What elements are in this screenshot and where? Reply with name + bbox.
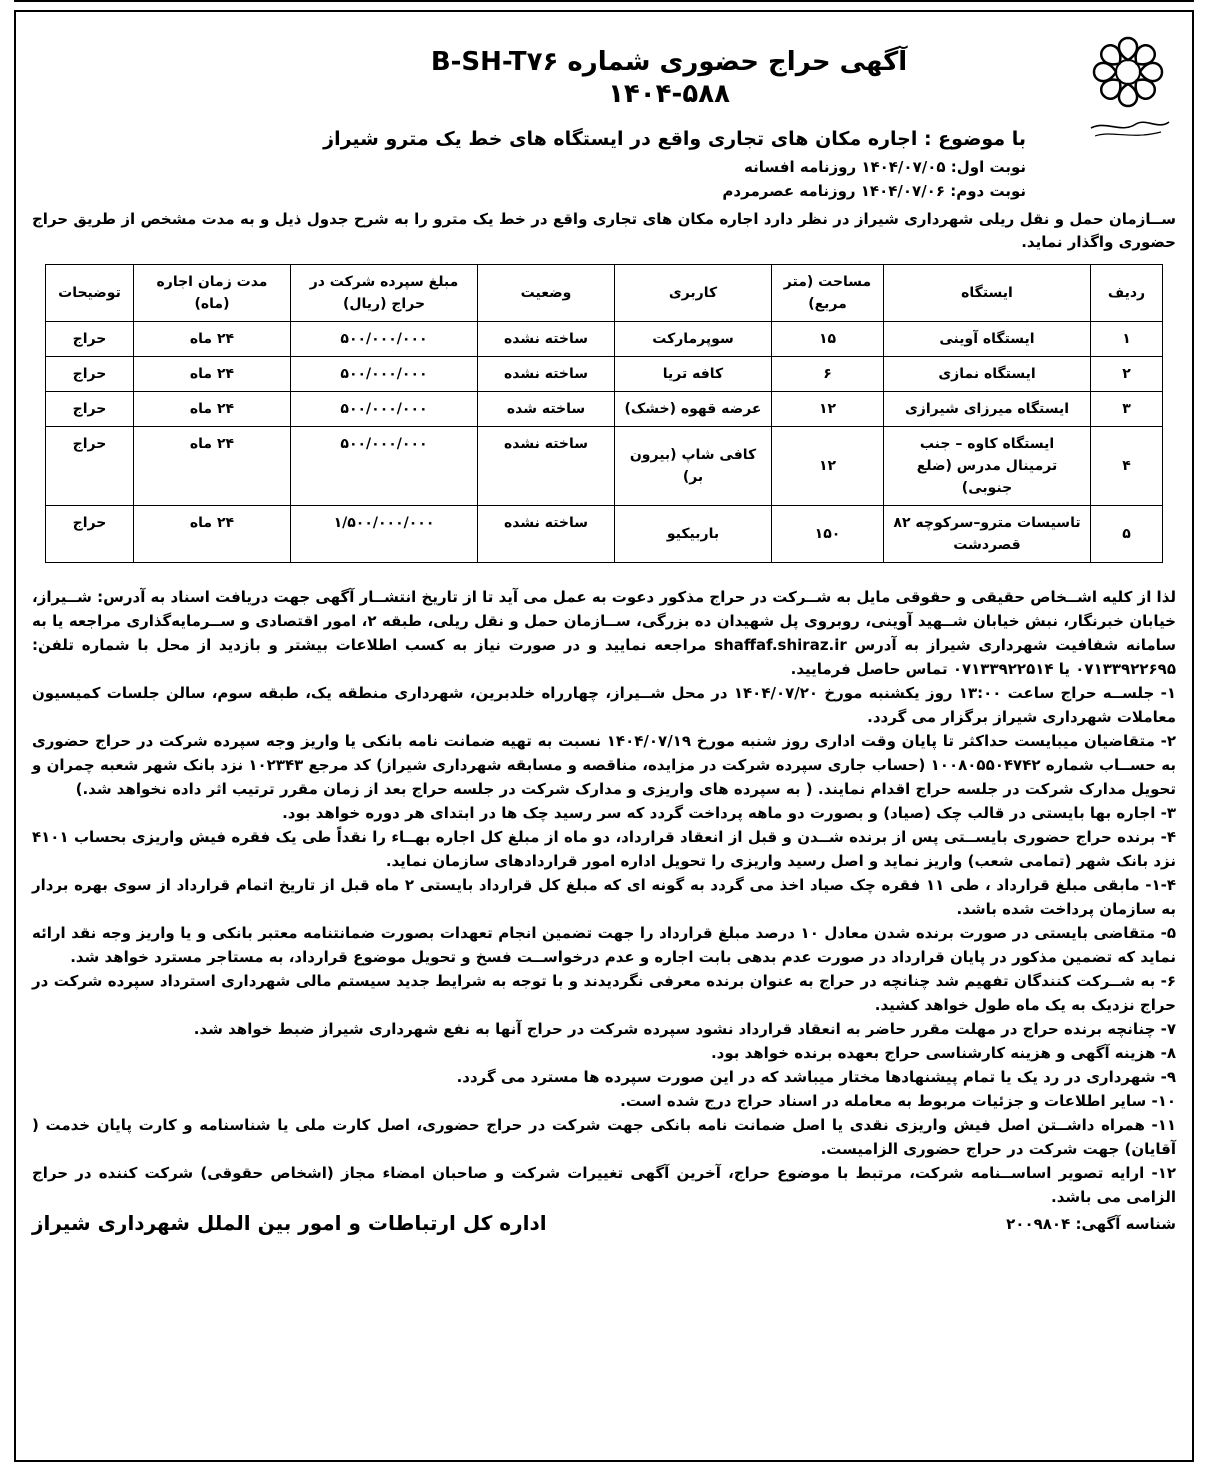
cell-status: ساخته نشده	[478, 322, 615, 357]
cell-deposit: ۵۰۰/۰۰۰/۰۰۰	[291, 427, 478, 506]
term-paragraph: ۵- متقاضی بایستی در صورت برنده شدن معادل ۱۰ درصد مبلغ قرارداد را جهت تضمین انجام تعهدات بصورت ضمانتنامه معتبر بانکی و یا واریز وجه نقد ارائه نماید که تضمین مذکور در پایان قرارداد در صورت عدم بدهی بابت اجاره و عدم درخواســت فسخ و تحویل موضوع قرارداد، به مستاجر مسترد خواهد شد.	[32, 924, 1176, 966]
term-paragraph: ۷- چنانچه برنده حراج در مهلت مقرر حاضر به انعقاد قرارداد نشود سپرده شرکت در حراج آنها به نفع شهرداری شیراز ضبط خواهد شد.	[193, 1020, 1176, 1038]
cell-area: ۱۲	[772, 392, 884, 427]
header-usage: کاربری	[615, 265, 772, 322]
header-row-number: ردیف	[1091, 265, 1163, 322]
cell-row: ۵	[1091, 506, 1163, 563]
ad-subject: با موضوع : اجاره مکان های تجاری واقع در ایستگاه های خط یک مترو شیراز	[323, 128, 1026, 150]
ad-frame	[14, 10, 1194, 1462]
cell-duration: ۲۴ ماه	[134, 427, 291, 506]
ad-page	[16, 12, 1192, 1460]
top-border-line	[14, 0, 1194, 6]
cell-usage: کافی شاپ (بیرون بر)	[615, 427, 772, 506]
term-paragraph: ۱-۴- مابقی مبلغ قرارداد ، طی ۱۱ فقره چک صیاد اخذ می گردد به گونه ای که مبلغ کل قرارداد بایستی ۲ ماه قبل از تاریخ اتمام قرارداد از سوی بهره بردار به سازمان پرداخت شده باشد.	[32, 876, 1176, 918]
ad-identifier: شناسه آگهی: ۲۰۰۹۸۰۴	[1006, 1215, 1176, 1233]
ad-title: آگهی حراج حضوری شماره B-SH-T۷۶	[430, 47, 908, 77]
cell-station: تاسیسات مترو–سرکوچه ۸۲ قصردشت	[884, 506, 1091, 563]
table-row	[46, 357, 1163, 392]
cell-deposit: ۱/۵۰۰/۰۰۰/۰۰۰	[291, 506, 478, 563]
term-paragraph: ۱۰- سایر اطلاعات و جزئیات مربوط به معامله در اسناد حراج درج شده است.	[620, 1092, 1176, 1110]
term-paragraph: ۱۲- ارایه تصویر اساســنامه شرکت، مرتبط با موضوع حراج، آخرین آگهی تغییرات شرکت و صاحبان امضاء مجاز (اشخاص حقوقی) شرکت کننده در حراج الزامی می باشد.	[32, 1164, 1176, 1206]
cell-area: ۶	[772, 357, 884, 392]
table-body	[46, 322, 1163, 563]
header-status: وضعیت	[478, 265, 615, 322]
cell-notes: حراج	[46, 392, 134, 427]
term-paragraph: ۹- شهرداری در رد یک یا تمام پیشنهادها مختار میباشد که در این صورت سپرده ها مسترد می گردد.	[456, 1068, 1176, 1086]
cell-deposit: ۵۰۰/۰۰۰/۰۰۰	[291, 322, 478, 357]
header-deposit: مبلغ سپرده شرکت در حراج (ریال)	[291, 265, 478, 322]
term-paragraph: ۳- اجاره بها بایستی در قالب چک (صیاد) و بصورت دو ماهه پرداخت گردد که سر رسید چک ها در ابتدای هر دوره خواهد بود.	[282, 804, 1176, 822]
cell-area: ۱۵۰	[772, 506, 884, 563]
term-paragraph: ۴- برنده حراج حضوری بایســتی پس از برنده شــدن و قبل از انعقاد قرارداد، دو ماه از مبلغ کل اجاره بهــاء را نقداً طی یک فقره فیش واریزی بحساب ۴۱۰۱ نزد بانک شهر (تمامی شعب) واریز نماید و اصل رسید واریزی را تحویل اداره امور قراردادهای سازمان نماید.	[32, 828, 1176, 870]
table-row	[46, 506, 1163, 563]
cell-row: ۲	[1091, 357, 1163, 392]
cell-station: ایستگاه کاوه – جنب ترمینال مدرس (ضلع جنوبی)	[884, 427, 1091, 506]
cell-row: ۴	[1091, 427, 1163, 506]
cell-row: ۳	[1091, 392, 1163, 427]
term-paragraph: ۲- متقاضیان میبایست حداکثر تا پایان وقت اداری روز شنبه مورخ ۱۴۰۴/۰۷/۱۹ نسبت به تهیه ضمانت نامه بانکی یا واریز وجه سپرده شرکت در حراج حضوری به حســاب شماره ۱۰۰۸۰۵۵۰۴۷۴۲ (حساب جاری سپرده شرکت در مزایده، مناقصه و مسابقه شهرداری شیراز) کد مرجع ۱۰۲۳۴۳ نزد بانک شهر شعبه چمران و تحویل مدارک شرکت در جلسه حراج اقدام نمایند. ( به سپرده های واریزی و مدارک شرکت در جلسه حراج بعد از زمان مقرر ترتیب اثر داده نخواهد شد.)	[32, 732, 1177, 798]
cell-status: ساخته نشده	[478, 357, 615, 392]
cell-deposit: ۵۰۰/۰۰۰/۰۰۰	[291, 392, 478, 427]
term-paragraph: لذا از کلیه اشــخاص حقیقی و حقوقی مایل به شــرکت در حراج مذکور دعوت به عمل می آید تا از تاریخ انتشــار آگهی جهت دریافت اسناد به آدرس: شــیراز، خیابان خبرنگار، نبش خیابان شــهید آوینی، روبروی پل شهیدان ده بزرگی، ســازمان حمل و نقل ریلی، طبقه ۲، امور اقتصادی و ســرمایه‌گذاری مراجعه یا به سامانه شفافیت شهرداری شیراز به آدرس shaffaf.shiraz.ir مراجعه نمایید و در صورت نیاز به کسب اطلاعات بیشتر و بازدید از محل با شماره تلفن: ۰۷۱۳۳۹۲۲۶۹۵ یا ۰۷۱۳۳۹۲۲۵۱۴ تماس حاصل فرمایید.	[32, 588, 1177, 678]
cell-usage: عرضه قهوه (خشک)	[615, 392, 772, 427]
cell-duration: ۲۴ ماه	[134, 322, 291, 357]
header-notes: توضیحات	[46, 265, 134, 322]
cell-notes: حراج	[46, 357, 134, 392]
cell-status: ساخته شده	[478, 392, 615, 427]
cell-notes: حراج	[46, 506, 134, 563]
term-paragraph: ۱۱- همراه داشــتن اصل فیش واریزی نقدی یا اصل ضمانت نامه بانکی جهت شرکت در حراج حضوری، اصل کارت ملی یا شناسنامه و کارت پایان خدمت ( آقایان) جهت شرکت در حراج حضوری الزامیست.	[32, 1116, 1176, 1158]
cell-deposit: ۵۰۰/۰۰۰/۰۰۰	[291, 357, 478, 392]
intro-paragraph: ســازمان حمل و نقل ریلی شهرداری شیراز در نظر دارد اجاره مکان های تجاری واقع در خط یک مترو را به شرح جدول ذیل و به مدت مشخص از طریق حراج حضوری واگذار نماید.	[32, 210, 1176, 251]
ad-number: ۱۴۰۴-۵۸۸	[608, 79, 730, 109]
cell-usage: باربیکیو	[615, 506, 772, 563]
cell-duration: ۲۴ ماه	[134, 392, 291, 427]
cell-row: ۱	[1091, 322, 1163, 357]
issuing-office: اداره کل ارتباطات و امور بین الملل شهرداری شیراز	[32, 1211, 547, 1235]
title-block	[332, 46, 1006, 110]
cell-status: ساخته نشده	[478, 506, 615, 563]
cell-duration: ۲۴ ماه	[134, 357, 291, 392]
cell-notes: حراج	[46, 322, 134, 357]
cell-usage: سوپرمارکت	[615, 322, 772, 357]
table-header-row	[46, 265, 1163, 322]
header-station: ایستگاه	[884, 265, 1091, 322]
table-row	[46, 427, 1163, 506]
cell-station: ایستگاه نمازی	[884, 357, 1091, 392]
cell-status: ساخته نشده	[478, 427, 615, 506]
cell-area: ۱۵	[772, 322, 884, 357]
table-row	[46, 392, 1163, 427]
second-publication: نوبت دوم: ۱۴۰۴/۰۷/۰۶ روزنامه عصرمردم	[722, 182, 1026, 200]
cell-station: ایستگاه میرزای شیرازی	[884, 392, 1091, 427]
cell-notes: حراج	[46, 427, 134, 506]
ad-footer	[32, 1211, 1176, 1251]
terms-text	[32, 585, 1176, 1209]
header-area: مساحت (متر مربع)	[772, 265, 884, 322]
first-publication: نوبت اول: ۱۴۰۴/۰۷/۰۵ روزنامه افسانه	[744, 158, 1026, 176]
term-paragraph: ۸- هزینه آگهی و هزینه کارشناسی حراج بعهده برنده خواهد بود.	[710, 1044, 1176, 1062]
term-paragraph: ۱- جلســه حراج ساعت ۱۳:۰۰ روز یکشنبه مورخ ۱۴۰۴/۰۷/۲۰ در محل شــیراز، چهارراه خلدبرین، شهرداری منطقه یک، طبقه سوم، سالن جلسات کمیسیون معاملات شهرداری شیراز برگزار می گردد.	[32, 684, 1176, 726]
cell-station: ایستگاه آوینی	[884, 322, 1091, 357]
table-row	[46, 322, 1163, 357]
cell-usage: کافه تریا	[615, 357, 772, 392]
cell-duration: ۲۴ ماه	[134, 506, 291, 563]
header-duration: مدت زمان اجاره (ماه)	[134, 265, 291, 322]
cell-area: ۱۲	[772, 427, 884, 506]
ad-header	[32, 28, 1176, 200]
term-paragraph: ۶- به شــرکت کنندگان تفهیم شد چنانچه در حراج به عنوان برنده معرفی نگردیدند و با توجه به شرایط جدید سیستم مالی شهرداری استرداد سپرده شرکت در حراج نزدیک به یک ماه طول خواهد کشید.	[32, 972, 1176, 1014]
auction-table	[45, 264, 1163, 563]
shiraz-municipality-logo	[1081, 32, 1176, 142]
